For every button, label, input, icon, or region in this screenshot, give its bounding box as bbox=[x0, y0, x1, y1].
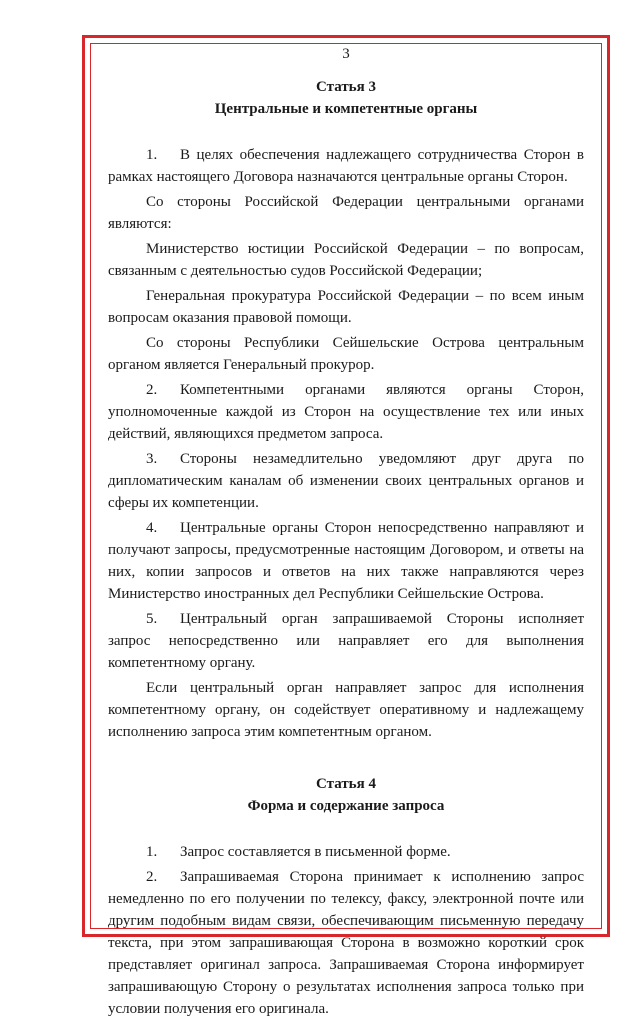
paragraph bbox=[108, 448, 584, 514]
paragraph-text: Запрашиваемая Сторона принимает к исполнению запрос немедленно по его получении по телексу, факсу, электронной почте или другим подобным видам связи, обеспечивающим письменную передачу текста, при этом запрашивающая Сторона в возможно короткий срок представляет оригинал запроса. Запрашиваемая Сторона информирует запрашивающую Сторону о результатах исполнения запроса только при условии получения его оригинала. bbox=[108, 869, 584, 1017]
article-3-paragraphs bbox=[108, 144, 584, 743]
paragraph bbox=[108, 285, 584, 329]
paragraph bbox=[108, 191, 584, 235]
article-4-title: Статья 4 bbox=[316, 776, 376, 792]
paragraph-text: Компетентными органами являются органы Сторон, уполномоченные каждой из Сторон на осуществление тех или иных действий, являющихся предметом запроса. bbox=[108, 382, 584, 442]
paragraph-text: Центральный орган запрашиваемой Стороны исполняет запрос непосредственно или направляет его для выполнения компетентному органу. bbox=[108, 611, 584, 671]
paragraph-number: 2. bbox=[146, 382, 158, 398]
paragraph bbox=[108, 517, 584, 605]
article-3-title: Статья 3 bbox=[316, 79, 376, 95]
paragraph-number: 5. bbox=[146, 611, 158, 627]
article-4 bbox=[108, 773, 584, 1020]
paragraph-text: Запрос составляется в письменной форме. bbox=[180, 844, 451, 860]
page-number: 3 bbox=[342, 46, 350, 62]
paragraph-text: Центральные органы Сторон непосредственно направляют и получают запросы, предусмотренные настоящим Договором, и ответы на них, копии запросов и ответов на них также направляются через Министерство иностранных дел Республики Сейшельские Острова. bbox=[108, 520, 584, 602]
paragraph bbox=[108, 332, 584, 376]
article-3 bbox=[108, 76, 584, 743]
paragraph-number: 1. bbox=[146, 147, 158, 163]
paragraph bbox=[108, 866, 584, 1020]
paragraph bbox=[108, 238, 584, 282]
paragraph-number: 1. bbox=[146, 844, 158, 860]
paragraph bbox=[108, 841, 584, 863]
paragraph-text: Генеральная прокуратура Российской Федерации – по всем иным вопросам оказания правовой помощи. bbox=[108, 288, 584, 326]
paragraph-number: 4. bbox=[146, 520, 158, 536]
paragraph bbox=[108, 379, 584, 445]
article-3-subtitle: Центральные и компетентные органы bbox=[214, 101, 478, 117]
paragraph-text: Если центральный орган направляет запрос для исполнения компетентному органу, он содействует оперативному и надлежащему исполнению запроса этим компетентным органом. bbox=[108, 680, 584, 740]
paragraph-text: Министерство юстиции Российской Федерации – по вопросам, связанным с деятельностью судов Российской Федерации; bbox=[108, 241, 584, 279]
paragraph bbox=[108, 144, 584, 188]
paragraph-text: Со стороны Российской Федерации центральными органами являются: bbox=[108, 194, 584, 232]
paragraph bbox=[108, 677, 584, 743]
paragraph-number: 3. bbox=[146, 451, 158, 467]
article-4-subtitle: Форма и содержание запроса bbox=[247, 798, 445, 814]
paragraph-text: В целях обеспечения надлежащего сотрудничества Сторон в рамках настоящего Договора назначаются центральные органы Сторон. bbox=[108, 147, 584, 185]
paragraph-number: 2. bbox=[146, 869, 158, 885]
document-body bbox=[108, 44, 584, 1023]
section-spacer bbox=[108, 746, 584, 773]
paragraph-text: Со стороны Республики Сейшельские Острова центральным органом является Генеральный прокурор. bbox=[108, 335, 584, 373]
paragraph bbox=[108, 608, 584, 674]
paragraph-text: Стороны незамедлительно уведомляют друг друга по дипломатическим каналам об изменении своих центральных органов и сферы их компетенции. bbox=[108, 451, 584, 511]
article-4-paragraphs bbox=[108, 841, 584, 1020]
